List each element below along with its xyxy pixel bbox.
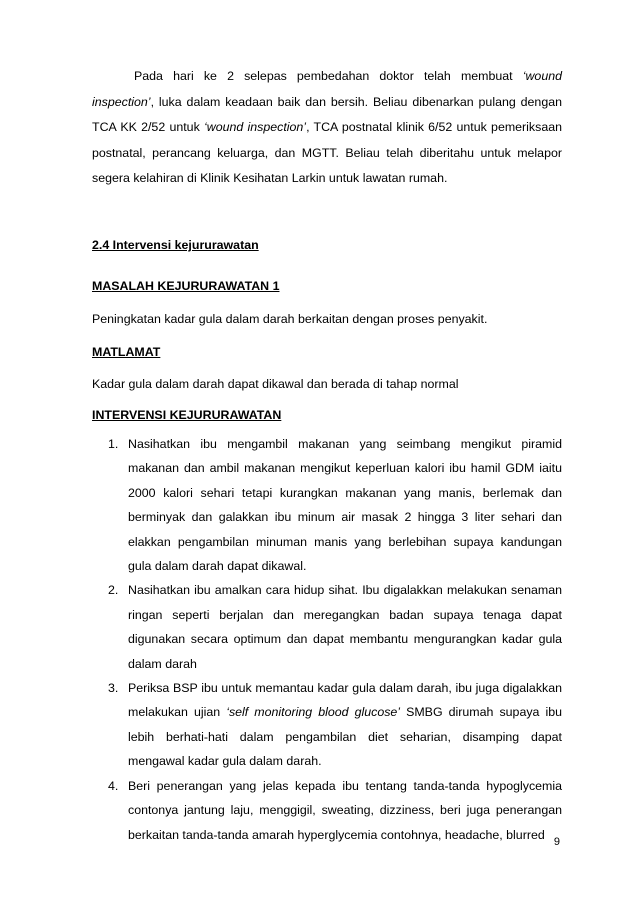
intervention-item bbox=[108, 676, 562, 774]
intervention-item bbox=[108, 774, 562, 847]
intro-text-b: ‘wound inspection’ bbox=[92, 69, 562, 109]
problem-text: Peningkatan kadar gula dalam darah berkaitan dengan proses penyakit. bbox=[92, 312, 488, 326]
goal-heading: MATLAMAT bbox=[92, 345, 161, 359]
intro-paragraph bbox=[92, 64, 562, 192]
intervention-number: 4. bbox=[108, 778, 119, 793]
intro-text-a: Pada hari ke 2 selepas pembedahan doktor telah membuat bbox=[134, 69, 523, 83]
section-heading: 2.4 Intervensi kejururawatan bbox=[92, 238, 259, 252]
intervention-number: 1. bbox=[108, 437, 119, 451]
page-number: 9 bbox=[553, 836, 560, 848]
intervention-item bbox=[108, 432, 562, 578]
goal-text: Kadar gula dalam darah dapat dikawal dan berada di tahap normal bbox=[92, 377, 459, 391]
interventions-heading: INTERVENSI KEJURURAWATAN bbox=[92, 408, 282, 422]
intervention-item bbox=[108, 578, 562, 676]
intervention-number: 2. bbox=[108, 583, 119, 598]
intervention-text: Nasihatkan ibu amalkan cara hidup sihat. Ibu digalakkan melakukan senaman ringan seperti berjalan dan meregangkan badan supaya tenaga dapat digunakan secara optimum dan dapat membantu mengurangkan kadar gula dalam darah bbox=[128, 583, 562, 671]
intro-text-d: ‘wound inspection’ bbox=[204, 120, 307, 134]
intro-text-e: , TCA postnatal klinik 6/52 untuk pemeriksaan postnatal, perancang keluarga, dan MGTT. Beliau telah diberitahu untuk melapor segera kelahiran di Klinik Kesihatan Larkin untuk lawatan rumah. bbox=[92, 120, 562, 185]
intro-text-c: , luka dalam keadaan baik dan bersih. Beliau dibenarkan pulang dengan TCA KK 2/52 untuk bbox=[92, 94, 562, 134]
intervention-text: Nasihatkan ibu mengambil makanan yang seimbang mengikut piramid makanan dan ambil makanan mengikut keperluan kalori ibu hamil GDM iaitu 2000 kalori sehari tetapi kurangkan makanan yang manis, berlemak dan berminyak dan galakkan ibu minum air masak 2 hingga 3 liter sehari dan elakkan pengambilan minuman manis yang berlebihan supaya kandungan gula dalam darah dapat dikawal. bbox=[128, 437, 562, 574]
intervention-text: Beri penerangan yang jelas kepada ibu tentang tanda-tanda hypoglycemia contonya jantung laju, menggigil, sweating, dizziness, beri juga penerangan berkaitan tanda-tanda amarah hyperglycemia contohnya, headache, blurred bbox=[128, 778, 562, 842]
intervention-text-c: SMBG dirumah supaya ibu lebih berhati-hati dalam pengambilan diet seharian, disamping dapat mengawal kadar gula dalam darah. bbox=[128, 705, 563, 769]
intervention-text-a: Periksa BSP ibu untuk memantau kadar gula dalam darah, ibu juga digalakkan melakukan ujian bbox=[128, 681, 562, 720]
intervention-text-b: ‘self monitoring blood glucose’ bbox=[226, 705, 401, 720]
intervention-number: 3. bbox=[108, 681, 119, 696]
problem-heading: MASALAH KEJURURAWATAN 1 bbox=[92, 279, 280, 293]
interventions-list bbox=[108, 432, 562, 847]
